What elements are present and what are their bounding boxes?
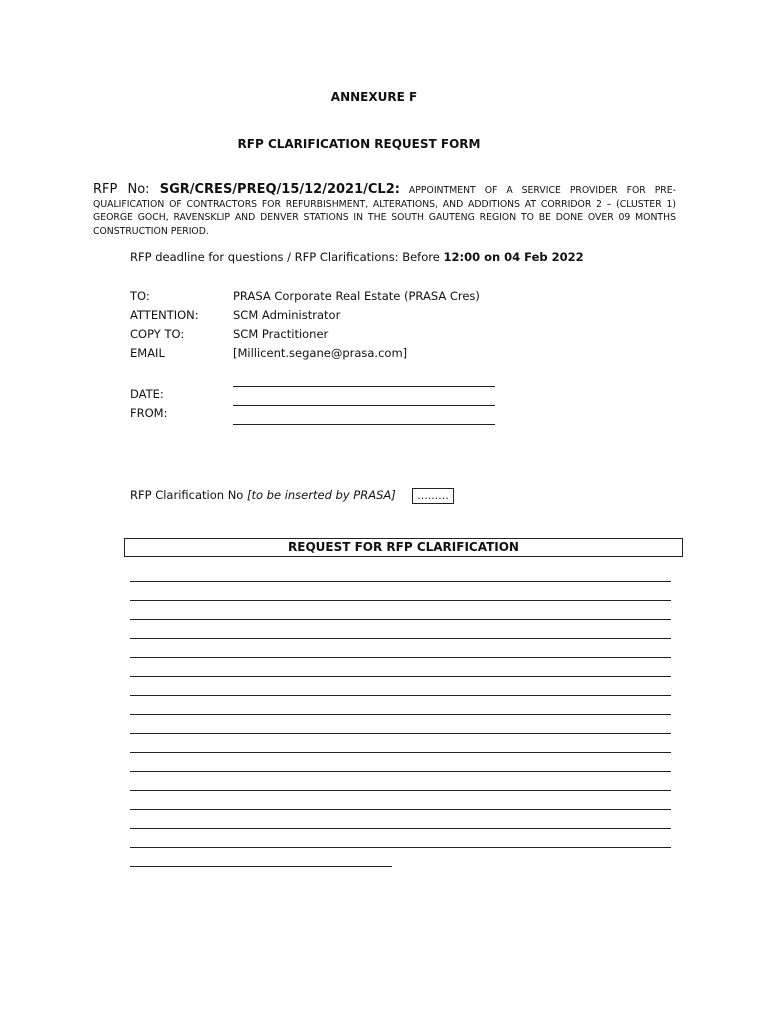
attention-value: SCM Administrator (233, 308, 341, 322)
from-field-line-2[interactable] (233, 424, 495, 425)
deadline-line (130, 250, 584, 264)
request-line-1[interactable] (130, 581, 671, 582)
rfp-number-label: RFP No: (93, 182, 160, 197)
request-line-8[interactable] (130, 714, 671, 715)
date-field[interactable] (233, 386, 495, 387)
request-line-10[interactable] (130, 752, 671, 753)
clarification-number-line (130, 488, 396, 502)
to-label: TO: (130, 289, 150, 303)
deadline-value: 12:00 on 04 Feb 2022 (443, 250, 584, 264)
request-line-14[interactable] (130, 828, 671, 829)
to-value: PRASA Corporate Real Estate (PRASA Cres) (233, 289, 480, 303)
request-line-16[interactable] (130, 866, 392, 867)
request-line-3[interactable] (130, 619, 671, 620)
rfp-number: SGR/CRES/PREQ/15/12/2021/CL2: (159, 182, 400, 197)
request-line-6[interactable] (130, 676, 671, 677)
copy-to-value: SCM Practitioner (233, 327, 329, 341)
annexure-title: ANNEXURE F (330, 90, 418, 104)
form-title: RFP CLARIFICATION REQUEST FORM (237, 137, 481, 151)
clarification-number-label: RFP Clarification No (130, 488, 247, 502)
deadline-label: RFP deadline for questions / RFP Clarifications: Before (130, 250, 444, 264)
request-line-4[interactable] (130, 638, 671, 639)
request-line-11[interactable] (130, 771, 671, 772)
attention-label: ATTENTION: (130, 308, 199, 322)
request-line-2[interactable] (130, 600, 671, 601)
clarification-number-box[interactable]: ......... (412, 488, 454, 504)
email-value: [Millicent.segane@prasa.com] (233, 346, 408, 360)
clarification-number-note: [to be inserted by PRASA] (246, 488, 396, 502)
date-label: DATE: (130, 387, 164, 401)
request-line-13[interactable] (130, 809, 671, 810)
request-line-12[interactable] (130, 790, 671, 791)
copy-to-label: COPY TO: (130, 327, 185, 341)
request-heading: REQUEST FOR RFP CLARIFICATION (124, 538, 683, 557)
rfp-number-paragraph (93, 183, 676, 238)
from-label: FROM: (130, 406, 168, 420)
rfp-description: APPOINTMENT OF A SERVICE PROVIDER FOR PRE-QUALIFICATION OF CONTRACTORS FOR REFURBISHMENT, ALTERATIONS, AND ADDITIONS AT CORRIDOR 2 – (CLUSTER 1) GEORGE GOCH, RAVENSKLIP AND DENVER STATIONS IN THE SOUTH GAUTENG REGION TO BE DONE OVER 09 MONTHS CONSTRUCTION PERIOD. (93, 185, 676, 237)
email-label: EMAIL (130, 346, 165, 360)
request-line-5[interactable] (130, 657, 671, 658)
request-line-9[interactable] (130, 733, 671, 734)
request-line-7[interactable] (130, 695, 671, 696)
request-line-15[interactable] (130, 847, 671, 848)
from-field[interactable] (233, 405, 495, 406)
